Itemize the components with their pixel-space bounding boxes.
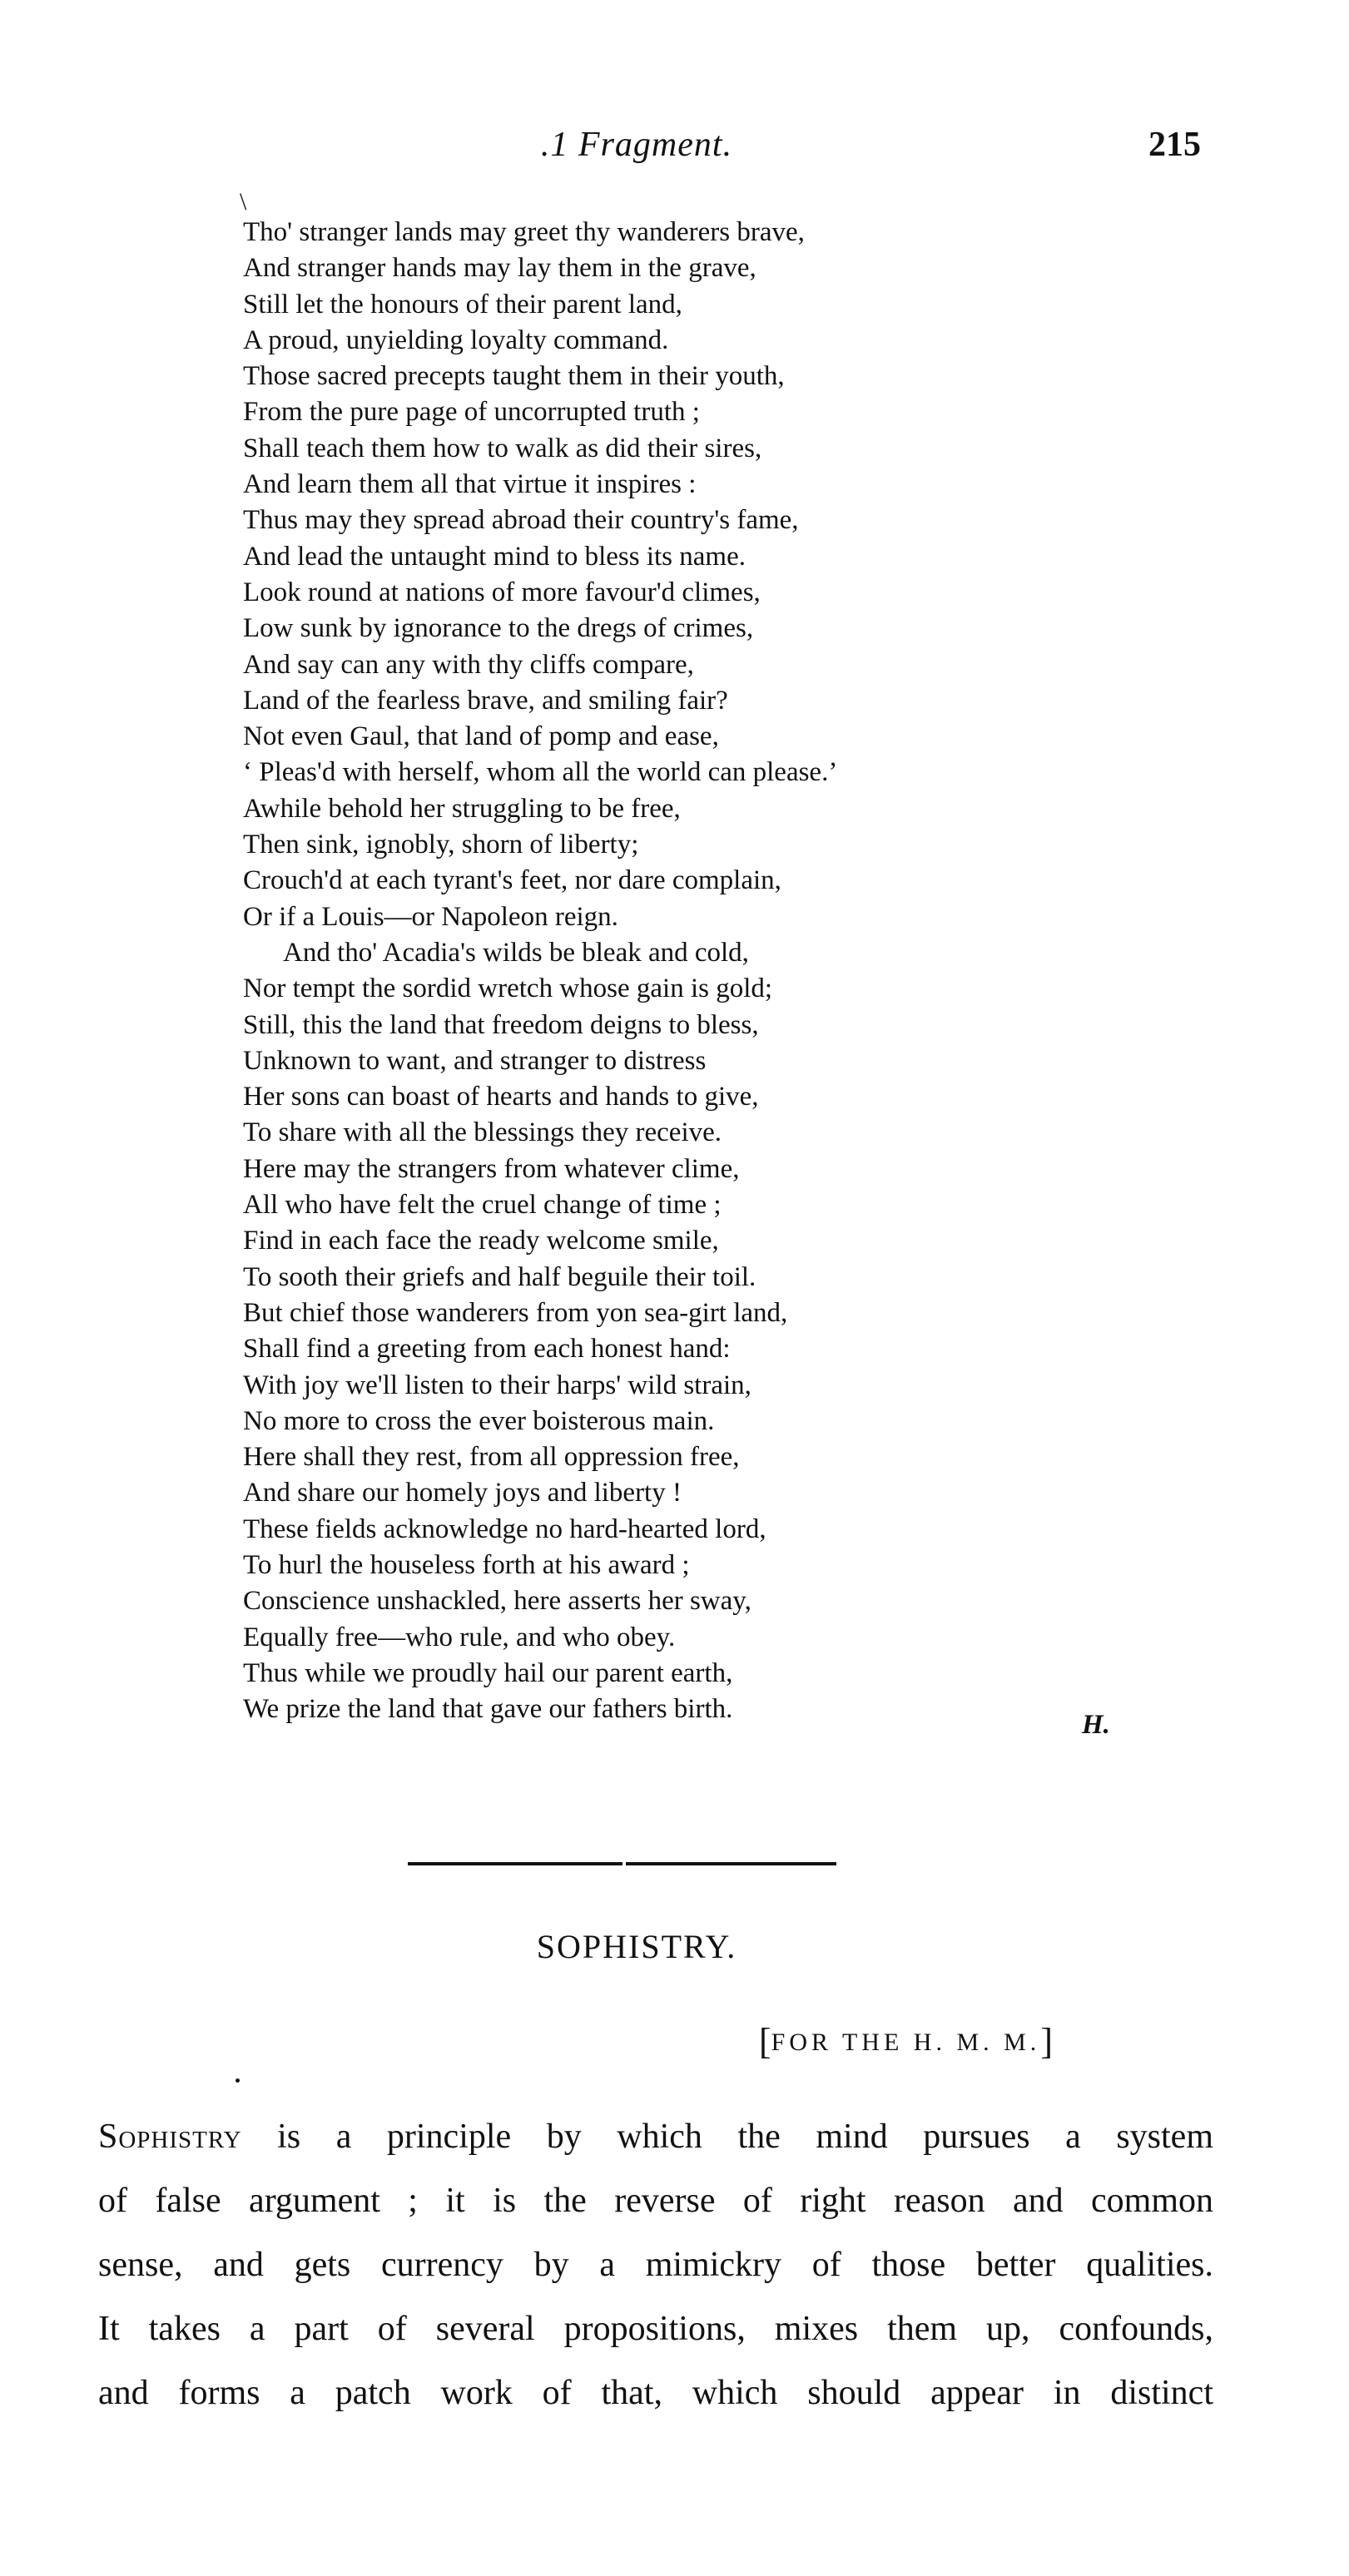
prose-line: and forms a patch work of that, which should appear in distinct — [98, 2374, 1213, 2412]
poem-line: To hurl the houseless forth at his award ; — [243, 1549, 690, 1580]
poem-line: To sooth their griefs and half beguile their toil. — [243, 1261, 756, 1292]
poem-line: Still, this the land that freedom deigns to bless, — [243, 1009, 759, 1040]
section-attribution — [759, 2020, 1053, 2063]
prose-line: of false argument ; it is the reverse of right reason and common — [98, 2182, 1213, 2220]
poem-line: No more to cross the ever boisterous main. — [243, 1405, 715, 1436]
poem-line: Shall find a greeting from each honest hand: — [243, 1334, 731, 1365]
attribution-close-bracket: ] — [1040, 2021, 1053, 2062]
poem-line: And learn them all that virtue it inspires : — [243, 469, 697, 500]
poem-line: Crouch'd at each tyrant's feet, nor dare complain, — [243, 865, 781, 896]
poem-line: Unknown to want, and stranger to distress — [243, 1045, 707, 1076]
attribution-open-bracket: [ — [759, 2021, 771, 2062]
poem-line: Conscience unshackled, here asserts her sway, — [243, 1586, 751, 1617]
poem-line: Awhile behold her struggling to be free, — [243, 793, 681, 824]
poem-line: All who have felt the cruel change of time ; — [243, 1190, 722, 1221]
poem-line: These fields acknowledge no hard-hearted lord, — [243, 1513, 766, 1544]
poem-line: And say can any with thy cliffs compare, — [243, 649, 694, 680]
poem-line: ‘ Pleas'd with herself, whom all the world can please.’ — [243, 757, 838, 788]
poem-line: To share with all the blessings they receive. — [243, 1117, 722, 1148]
poem-line: We prize the land that gave our fathers birth. — [243, 1694, 733, 1725]
poem-line: A proud, unyielding loyalty command. — [243, 324, 669, 355]
poem — [243, 215, 1117, 1727]
poem-line: Her sons can boast of hearts and hands to give, — [243, 1082, 759, 1112]
poem-line: And lead the untaught mind to bless its name. — [243, 541, 746, 572]
poem-line: And stranger hands may lay them in the grave, — [243, 253, 756, 284]
poem-line: Nor tempt the sordid wretch whose gain is gold; — [243, 973, 773, 1004]
section-title: SOPHISTRY. — [536, 1928, 737, 1965]
poem-line: Low sunk by ignorance to the dregs of crimes, — [243, 613, 754, 644]
prose-lead-word: Sophistry — [98, 2118, 242, 2156]
stray-mark: \ — [240, 188, 247, 215]
prose-line-1-text: is a principle by which the mind pursues a system — [241, 2118, 1213, 2156]
poem-signature: H. — [1082, 1710, 1110, 1740]
poem-line: Here may the strangers from whatever clime, — [243, 1153, 740, 1184]
poem-line: With joy we'll listen to their harps' wild strain, — [243, 1370, 751, 1400]
poem-line: Equally free—who rule, and who obey. — [243, 1622, 676, 1652]
poem-line: Those sacred precepts taught them in their youth, — [243, 361, 785, 392]
stray-dot — [236, 2078, 240, 2083]
poem-line: Still let the honours of their parent land, — [243, 289, 682, 320]
prose-line: sense, and gets currency by a mimickry of those better qualities. — [98, 2246, 1213, 2284]
poem-line: And share our homely joys and liberty ! — [243, 1478, 682, 1508]
running-title: .1 Fragment. — [540, 126, 733, 164]
section-divider-gap — [622, 1859, 626, 1867]
poem-line: Thus while we proudly hail our parent earth, — [243, 1657, 733, 1688]
prose-paragraph — [98, 2105, 1213, 2425]
poem-line: Land of the fearless brave, and smiling fair? — [243, 685, 728, 716]
poem-line: Shall teach them how to walk as did their sires, — [243, 433, 762, 463]
poem-line: Or if a Louis—or Napoleon reign. — [243, 901, 618, 932]
poem-line: Here shall they rest, from all oppression free, — [243, 1442, 740, 1473]
attribution-text: FOR THE H. M. M. — [771, 2029, 1041, 2056]
poem-line: But chief those wanderers from yon sea-girt land, — [243, 1297, 788, 1328]
page-number: 215 — [1148, 126, 1201, 164]
poem-line: And tho' Acadia's wilds be bleak and cold, — [283, 937, 749, 968]
prose-line: It takes a part of several propositions, mixes them up, confounds, — [98, 2310, 1213, 2348]
poem-line: Find in each face the ready welcome smile, — [243, 1226, 719, 1256]
poem-line: Look round at nations of more favour'd climes, — [243, 577, 761, 607]
poem-line: From the pure page of uncorrupted truth ; — [243, 397, 700, 428]
poem-line: Not even Gaul, that land of pomp and ease, — [243, 721, 719, 752]
prose-line — [98, 2105, 1213, 2169]
poem-line: Tho' stranger lands may greet thy wanderers brave, — [243, 217, 805, 247]
poem-line: Thus may they spread abroad their country's fame, — [243, 505, 799, 536]
poem-line: Then sink, ignobly, shorn of liberty; — [243, 830, 639, 860]
